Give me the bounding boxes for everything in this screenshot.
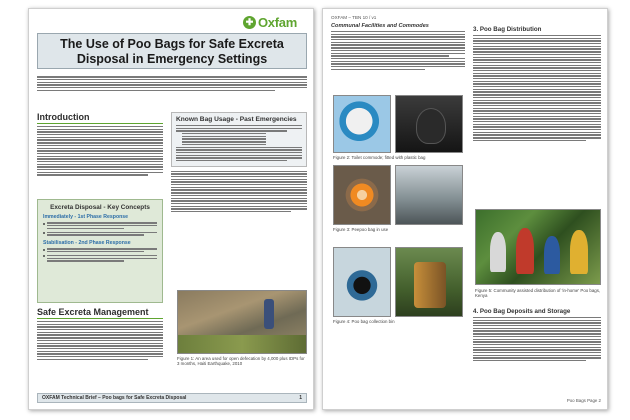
- bullet-item: [43, 254, 157, 263]
- safe-excreta-management-section: [37, 307, 163, 361]
- person-figure: [264, 299, 274, 329]
- oxfam-logo: [243, 15, 297, 30]
- figure-2-caption: Figure 2: Toilet commode; fitted with plastic bag: [333, 155, 426, 160]
- page-1-footer: [37, 393, 307, 403]
- document-title-box: [37, 33, 307, 69]
- bag-photo: [395, 95, 463, 153]
- bag-in-use-photo: [333, 165, 391, 225]
- figure-3-caption: Figure 3: Peepoo bag in use: [333, 227, 389, 232]
- right-column-page-1: [171, 112, 307, 214]
- distribution-photo: [475, 209, 601, 285]
- bag-top-view-photo: [333, 247, 391, 317]
- document-page-1: [28, 8, 314, 410]
- bullet-item: [43, 221, 157, 230]
- phase1-label: Immediately - 1st Phase Response: [43, 214, 129, 220]
- oxfam-logo-icon: ✚: [243, 16, 256, 29]
- bullet-item: [43, 247, 157, 254]
- key-concepts-box: [37, 199, 163, 303]
- oxfam-logo-text: Oxfam: [258, 15, 297, 30]
- safe-excreta-management-heading: Safe Excreta Management: [37, 307, 163, 319]
- document-page-2: [322, 8, 608, 410]
- latrine-photo: [395, 165, 463, 225]
- known-bag-usage-title: Known Bag Usage - Past Emergencies: [176, 116, 297, 123]
- footer-title: OXFAM Technical Brief – Poo bags for Safe Excreta Disposal: [42, 395, 187, 401]
- key-concepts-title: Excreta Disposal - Key Concepts: [50, 204, 150, 211]
- introduction-section: [37, 112, 163, 177]
- footer-page-number: 1: [299, 395, 302, 401]
- introduction-heading: Introduction: [37, 112, 163, 124]
- figure-1-caption: Figure 1: An area used for open defecation by 4,000 plus IDPs for 3 months, Haiti Earthquake, 2010: [177, 356, 305, 367]
- poo-bag-distribution-section: [473, 23, 601, 143]
- figure-4-caption: Figure 4: Poo bag collection bin: [333, 319, 395, 324]
- document-title: The Use of Poo Bags for Safe Excreta Disposal in Emergency Settings: [60, 37, 284, 66]
- bullet-item: [43, 230, 157, 237]
- poo-bag-deposits-heading: 4. Poo Bag Deposits and Storage: [473, 308, 571, 315]
- communal-facilities-section: [331, 23, 465, 71]
- phase2-label: Stabilisation - 2nd Phase Response: [43, 240, 131, 247]
- page-2-header: OXFAM – TBN 10 / v1: [331, 15, 377, 20]
- known-bag-usage-box: [171, 112, 307, 167]
- poo-bag-deposits-section: [473, 305, 601, 363]
- sustainability-paragraph: [171, 171, 307, 213]
- poo-bag-distribution-heading: 3. Poo Bag Distribution: [473, 26, 542, 33]
- summary-paragraph: [37, 75, 307, 92]
- collection-bin-photo: [395, 247, 463, 317]
- communal-facilities-heading: Communal Facilities and Commodes: [331, 23, 429, 29]
- figure-5-caption: Figure 5: Community assisted distribution of 'in-home' Poo bags, Kenya: [475, 288, 601, 299]
- commode-photo: [333, 95, 391, 153]
- open-defecation-area-photo: [177, 290, 307, 354]
- page-2-footer: Poo Bags Page 2: [566, 398, 601, 403]
